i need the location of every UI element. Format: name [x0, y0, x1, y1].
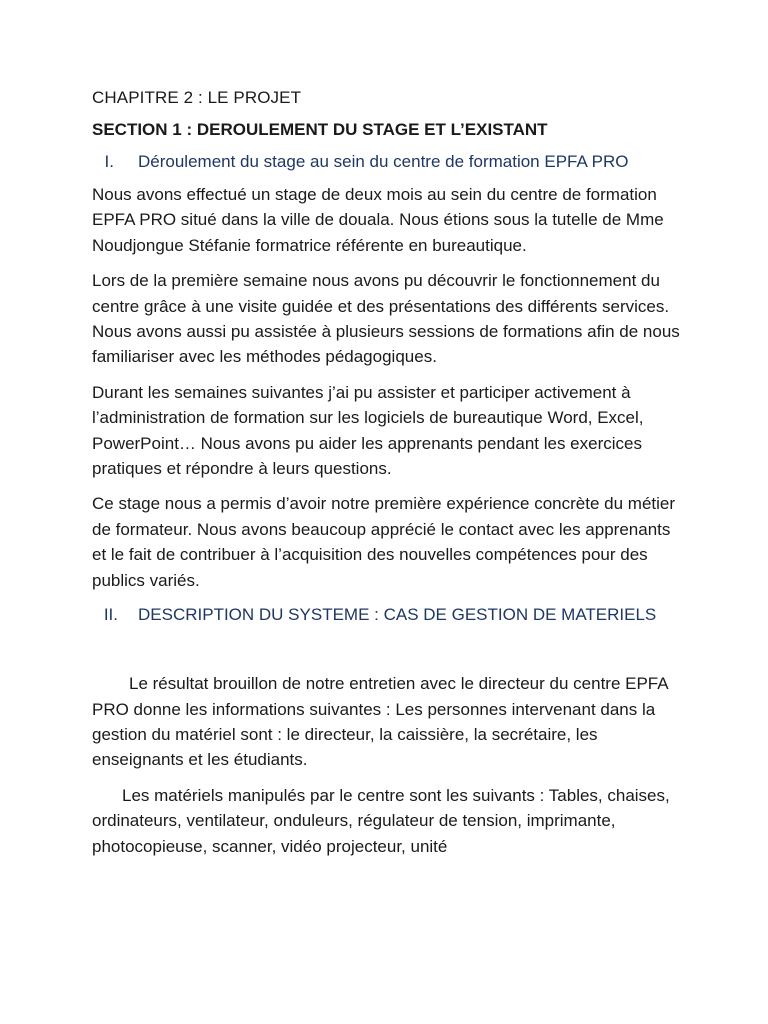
chapter-title: CHAPITRE 2 : LE PROJET: [92, 88, 302, 107]
heading-1: [92, 150, 688, 174]
paragraph: Ce stage nous a permis d’avoir notre première expérience concrète du métier de formateur. Nous avons beaucoup apprécié le contact avec les apprenants et le fait de contribuer à l’acquisition des nouvelles compétences pour des publics variés.: [92, 494, 676, 590]
heading-1-number: I.: [104, 152, 114, 171]
paragraph: Lors de la première semaine nous avons pu découvrir le fonctionnement du centre grâce à une visite guidée et des présentations des différents services. Nous avons aussi pu assistée à plusieurs sessions de formations afin de nous familiariser avec les méthodes pédagogiques.: [92, 271, 680, 367]
heading-2: [92, 603, 688, 627]
paragraph: Nous avons effectué un stage de deux mois au sein du centre de formation EPFA PRO situé dans la ville de douala. Nous étions sous la tutelle de Mme Noudjongue Stéfanie formatrice référente en bureautique.: [92, 185, 664, 255]
paragraph: Durant les semaines suivantes j’ai pu assister et participer activement à l’administration de formation sur les logiciels de bureautique Word, Excel, PowerPoint… Nous avons pu aider les apprenants pendant les exercices pratiques et répondre à leurs questions.: [92, 382, 644, 479]
document-body: [92, 86, 688, 869]
heading-2-number: II.: [103, 605, 118, 625]
paragraph: Les matériels manipulés par le centre sont les suivants : Tables, chaises, ordinateurs, ventilateur, onduleurs, régulateur de tension, imprimante, photocopieuse, scanner, vidéo projecteur, unité: [92, 785, 670, 856]
section-title: SECTION 1 : DEROULEMENT DU STAGE ET L’EXISTANT: [92, 120, 548, 139]
paragraph: Le résultat brouillon de notre entretien avec le directeur du centre EPFA PRO donne les informations suivantes : Les personnes intervenant dans la gestion du matériel sont : le directeur, la caissière, la secrétaire, les enseignants et les étudiants.: [92, 674, 668, 770]
heading-1-title: Déroulement du stage au sein du centre de formation EPFA PRO: [138, 152, 629, 171]
heading-2-title: DESCRIPTION DU SYSTEME : CAS DE GESTION DE MATERIELS: [138, 605, 657, 625]
spacer: [92, 635, 688, 671]
